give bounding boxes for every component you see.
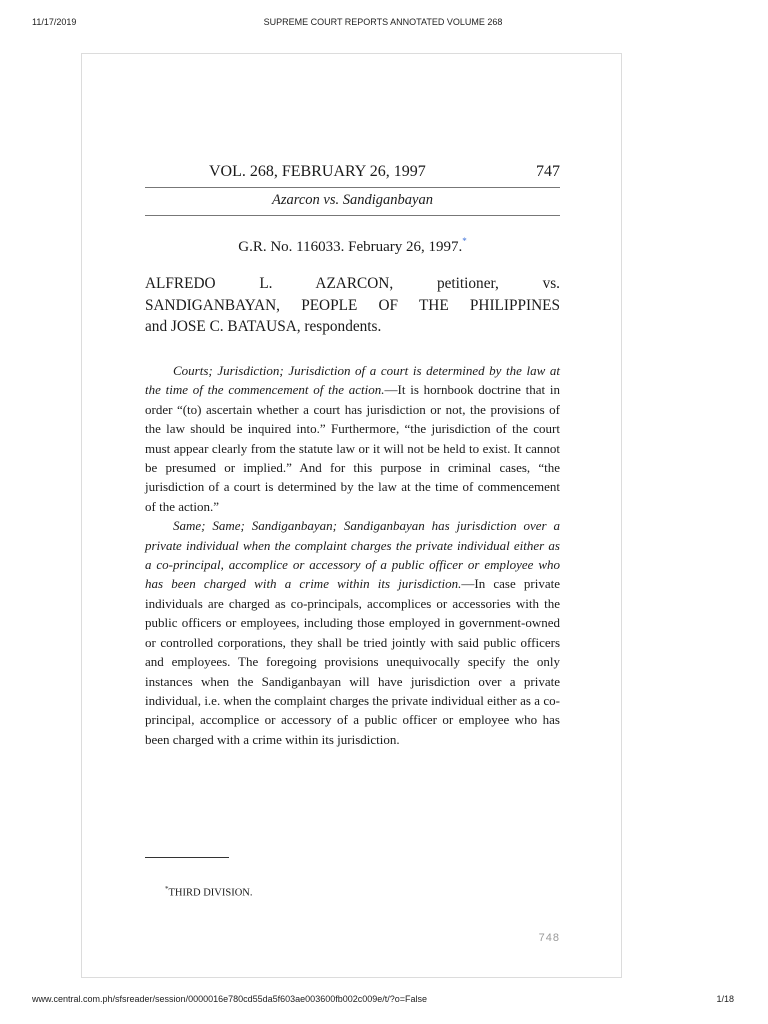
syllabus-body: —It is hornbook doctrine that in order “(to) ascertain whether a court has jurisdiction or not, the provisions of the law should be inquired into.” Furthermore, “the jurisdiction of the court must appear clearly from the statute law or it will not be held to exist. It cannot be presumed or implied.” And for this purpose in criminal cases, “the jurisdiction of a court is determined by the law at the time of commencement of the action.”	[145, 382, 561, 514]
parties-line: ALFREDO L. AZARCON, petitioner, vs.	[145, 275, 560, 292]
print-title: SUPREME COURT REPORTS ANNOTATED VOLUME 268	[263, 17, 503, 27]
syllabus	[145, 361, 560, 749]
print-date: 11/17/2019	[32, 17, 77, 27]
footnote-marker: *	[165, 885, 169, 893]
parties-line: and JOSE C. BATAUSA, respondents.	[145, 318, 382, 335]
syllabus-heading: Courts; Jurisdiction; Jurisdiction of a court is determined by the law at the time of the commencement of the action.	[145, 363, 560, 398]
page-number: 747	[536, 163, 560, 180]
page-url: www.central.com.ph/sfsreader/session/0000016e780cd55da5f603ae003600fb002c009e/t/?o=False	[32, 994, 428, 1004]
print-footer	[32, 994, 734, 1008]
case-parties	[145, 273, 560, 338]
footnote-link[interactable]: *	[462, 236, 467, 246]
footnote-text: THIRD DIVISION.	[168, 887, 253, 899]
parties-line: SANDIGANBAYAN, PEOPLE OF THE PHILIPPINES	[145, 296, 560, 314]
syllabus-heading: Same; Same; Sandiganbayan; Sandiganbayan has jurisdiction over a private individual when the complaint charges the private individual either as a co-principal, accomplice or accessory of a public officer or employee who has been charged with a crime within its jurisdiction.	[145, 518, 560, 592]
gr-number	[145, 232, 560, 256]
syllabus-body: —In case private individuals are charged as co-principals, accomplices or accessories with the public officers or employees, including those employed in government-owned or controlled corporations, they shall be tried jointly with said public officers and employees. The foregoing provisions unequivocally specify the only instances when the Sandiganbayan will have jurisdiction over a private individual, i.e. when the complaint charges the private individual either as a co-principal, accomplice or accessory of a public officer or employee who has been charged with a crime within its jurisdiction.	[145, 576, 560, 747]
header-rule-bottom	[145, 215, 560, 216]
syllabus-paragraph	[145, 516, 560, 749]
next-page-number: 748	[538, 932, 560, 944]
footnote	[165, 882, 253, 901]
volume-date: VOL. 268, FEBRUARY 26, 1997	[209, 163, 426, 180]
gr-number-text: G.R. No. 116033. February 26, 1997.	[238, 239, 463, 255]
page-counter: 1/18	[716, 994, 734, 1004]
header-rule-top	[145, 187, 560, 188]
footnote-rule	[145, 857, 229, 858]
case-short-title: Azarcon vs. Sandiganbayan	[272, 192, 433, 208]
syllabus-paragraph	[145, 361, 560, 516]
print-header	[32, 17, 734, 31]
